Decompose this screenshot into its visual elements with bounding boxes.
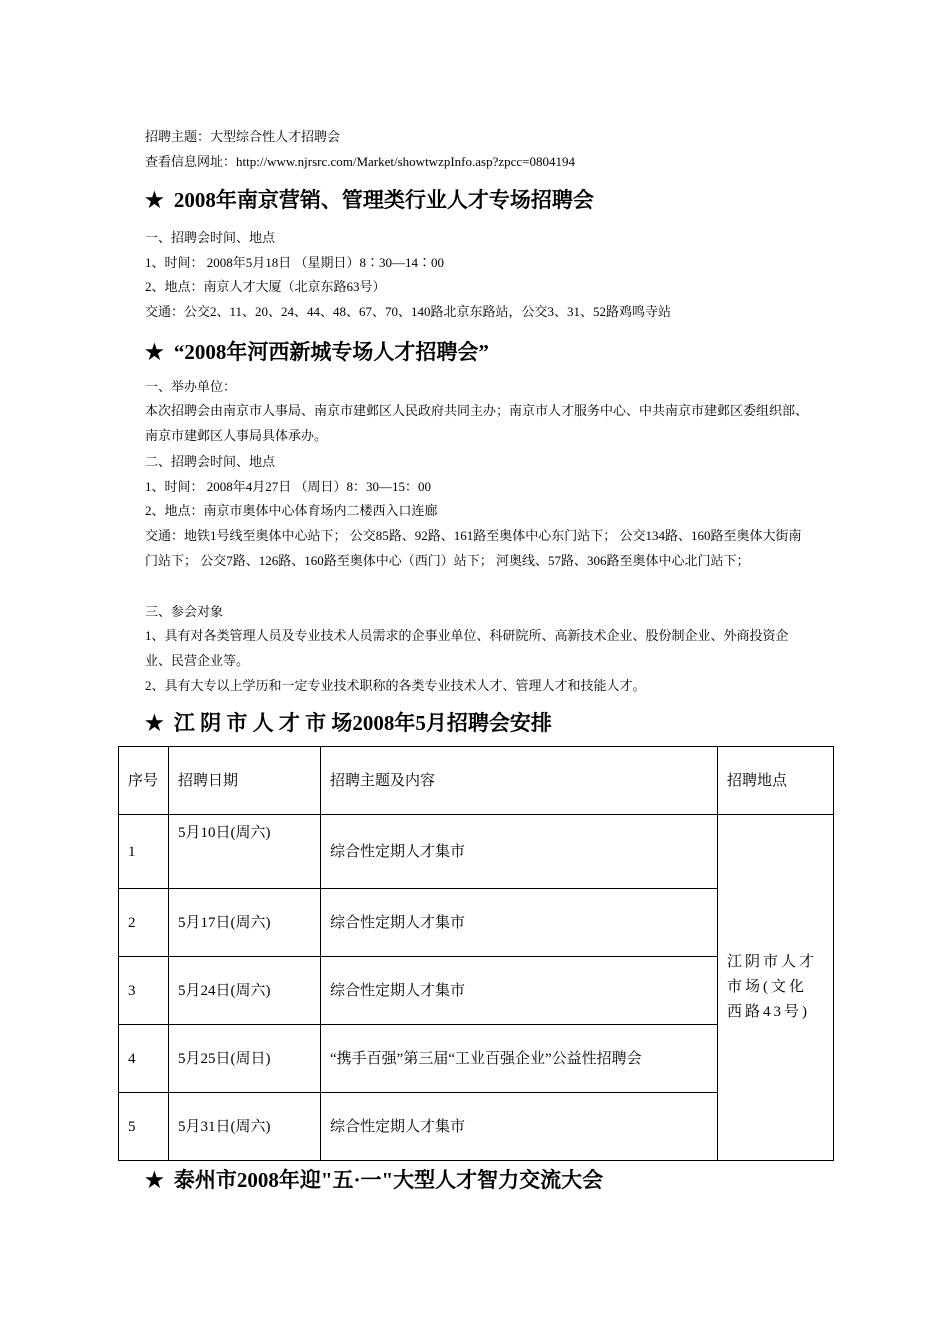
star-icon: ★ [145,711,164,735]
section1-line: 一、招聘会时间、地点 [145,230,276,245]
organizer-heading: 一、举办单位： [145,379,237,394]
transport-text: 交通：地铁1号线至奥体中心站下； 公交85路、92路、161路至奥体中心东门站下； 公交134路、160路至奥体大街南门站下； 公交7路、126路、160路至奥体中心（西门）站下； 河奥线、57路、306路至奥体中心北门站下； [145,528,802,568]
time-heading: 二、招聘会时间、地点 [145,454,276,469]
header-location: 招聘地点 [718,747,834,815]
section1-line: 2、地点：南京人才大厦（北京东路63号） [145,279,386,294]
row-no: 1 [119,815,169,889]
row-date: 5月10日(周六) [169,815,321,889]
audience-2: 2、具有大专以上学历和一定专业技术职称的各类专业技术人才、管理人才和技能人才。 [145,678,646,693]
row-no: 2 [119,889,169,957]
section1-heading [145,186,594,214]
audience-1: 1、具有对各类管理人员及专业技术人员需求的企事业单位、科研院所、高新技术企业、股份制企业、外商投资企业、民营企业等。 [145,628,789,668]
star-icon: ★ [145,340,164,364]
section1-title: 2008年南京营销、管理类行业人才专场招聘会 [173,188,594,212]
audience-heading: 三、参会对象 [145,604,224,619]
header-no: 序号 [119,747,169,815]
header-topic: 招聘主题及内容 [321,747,718,815]
section1-line: 交通：公交2、11、20、24、44、48、67、70、140路北京东路站，公交3、31、52路鸡鸣寺站 [145,304,672,319]
section1-line: 1、时间： 2008年5月18日 （星期日）8∶30—14∶00 [145,255,445,270]
row-topic: 综合性定期人才集市 [321,889,718,957]
schedule-table [118,746,834,1161]
location-cell: 江阴市人才市场(文化西路43号) [718,815,834,1161]
event-time: 1、时间： 2008年4月27日 （周日）8：30—15：00 [145,479,432,494]
star-icon: ★ [145,1168,164,1192]
row-date: 5月17日(周六) [169,889,321,957]
star-icon: ★ [145,188,164,212]
section4-heading [145,1166,603,1194]
section4-title: 泰州市2008年迎"五·一"大型人才智力交流大会 [173,1168,604,1192]
section3-heading [145,709,552,737]
table-row [119,815,834,889]
row-no: 4 [119,1025,169,1093]
info-url: 查看信息网址：http://www.njrsrc.com/Market/showtwzpInfo.asp?zpcc=0804194 [145,154,575,169]
row-topic: 综合性定期人才集市 [321,957,718,1025]
row-topic: “携手百强”第三届“工业百强企业”公益性招聘会 [321,1025,718,1093]
event-place: 2、地点：南京市奥体中心体育场内二楼西入口连廊 [145,503,438,518]
row-topic: 综合性定期人才集市 [321,815,718,889]
table-header-row [119,747,834,815]
organizer-text: 本次招聘会由南京市人事局、南京市建邺区人民政府共同主办；南京市人才服务中心、中共南京市建邺区委组织部、南京市建邺区人事局具体承办。 [145,403,809,443]
row-topic: 综合性定期人才集市 [321,1093,718,1161]
header-date: 招聘日期 [169,747,321,815]
recruit-theme: 招聘主题：大型综合性人才招聘会 [145,129,341,144]
section3-title: 江 阴 市 人 才 市 场2008年5月招聘会安排 [173,711,552,735]
section2-heading [145,338,489,366]
row-no: 5 [119,1093,169,1161]
row-no: 3 [119,957,169,1025]
section2-title: “2008年河西新城专场人才招聘会” [173,340,489,364]
row-date: 5月25日(周日) [169,1025,321,1093]
row-date: 5月31日(周六) [169,1093,321,1161]
row-date: 5月24日(周六) [169,957,321,1025]
